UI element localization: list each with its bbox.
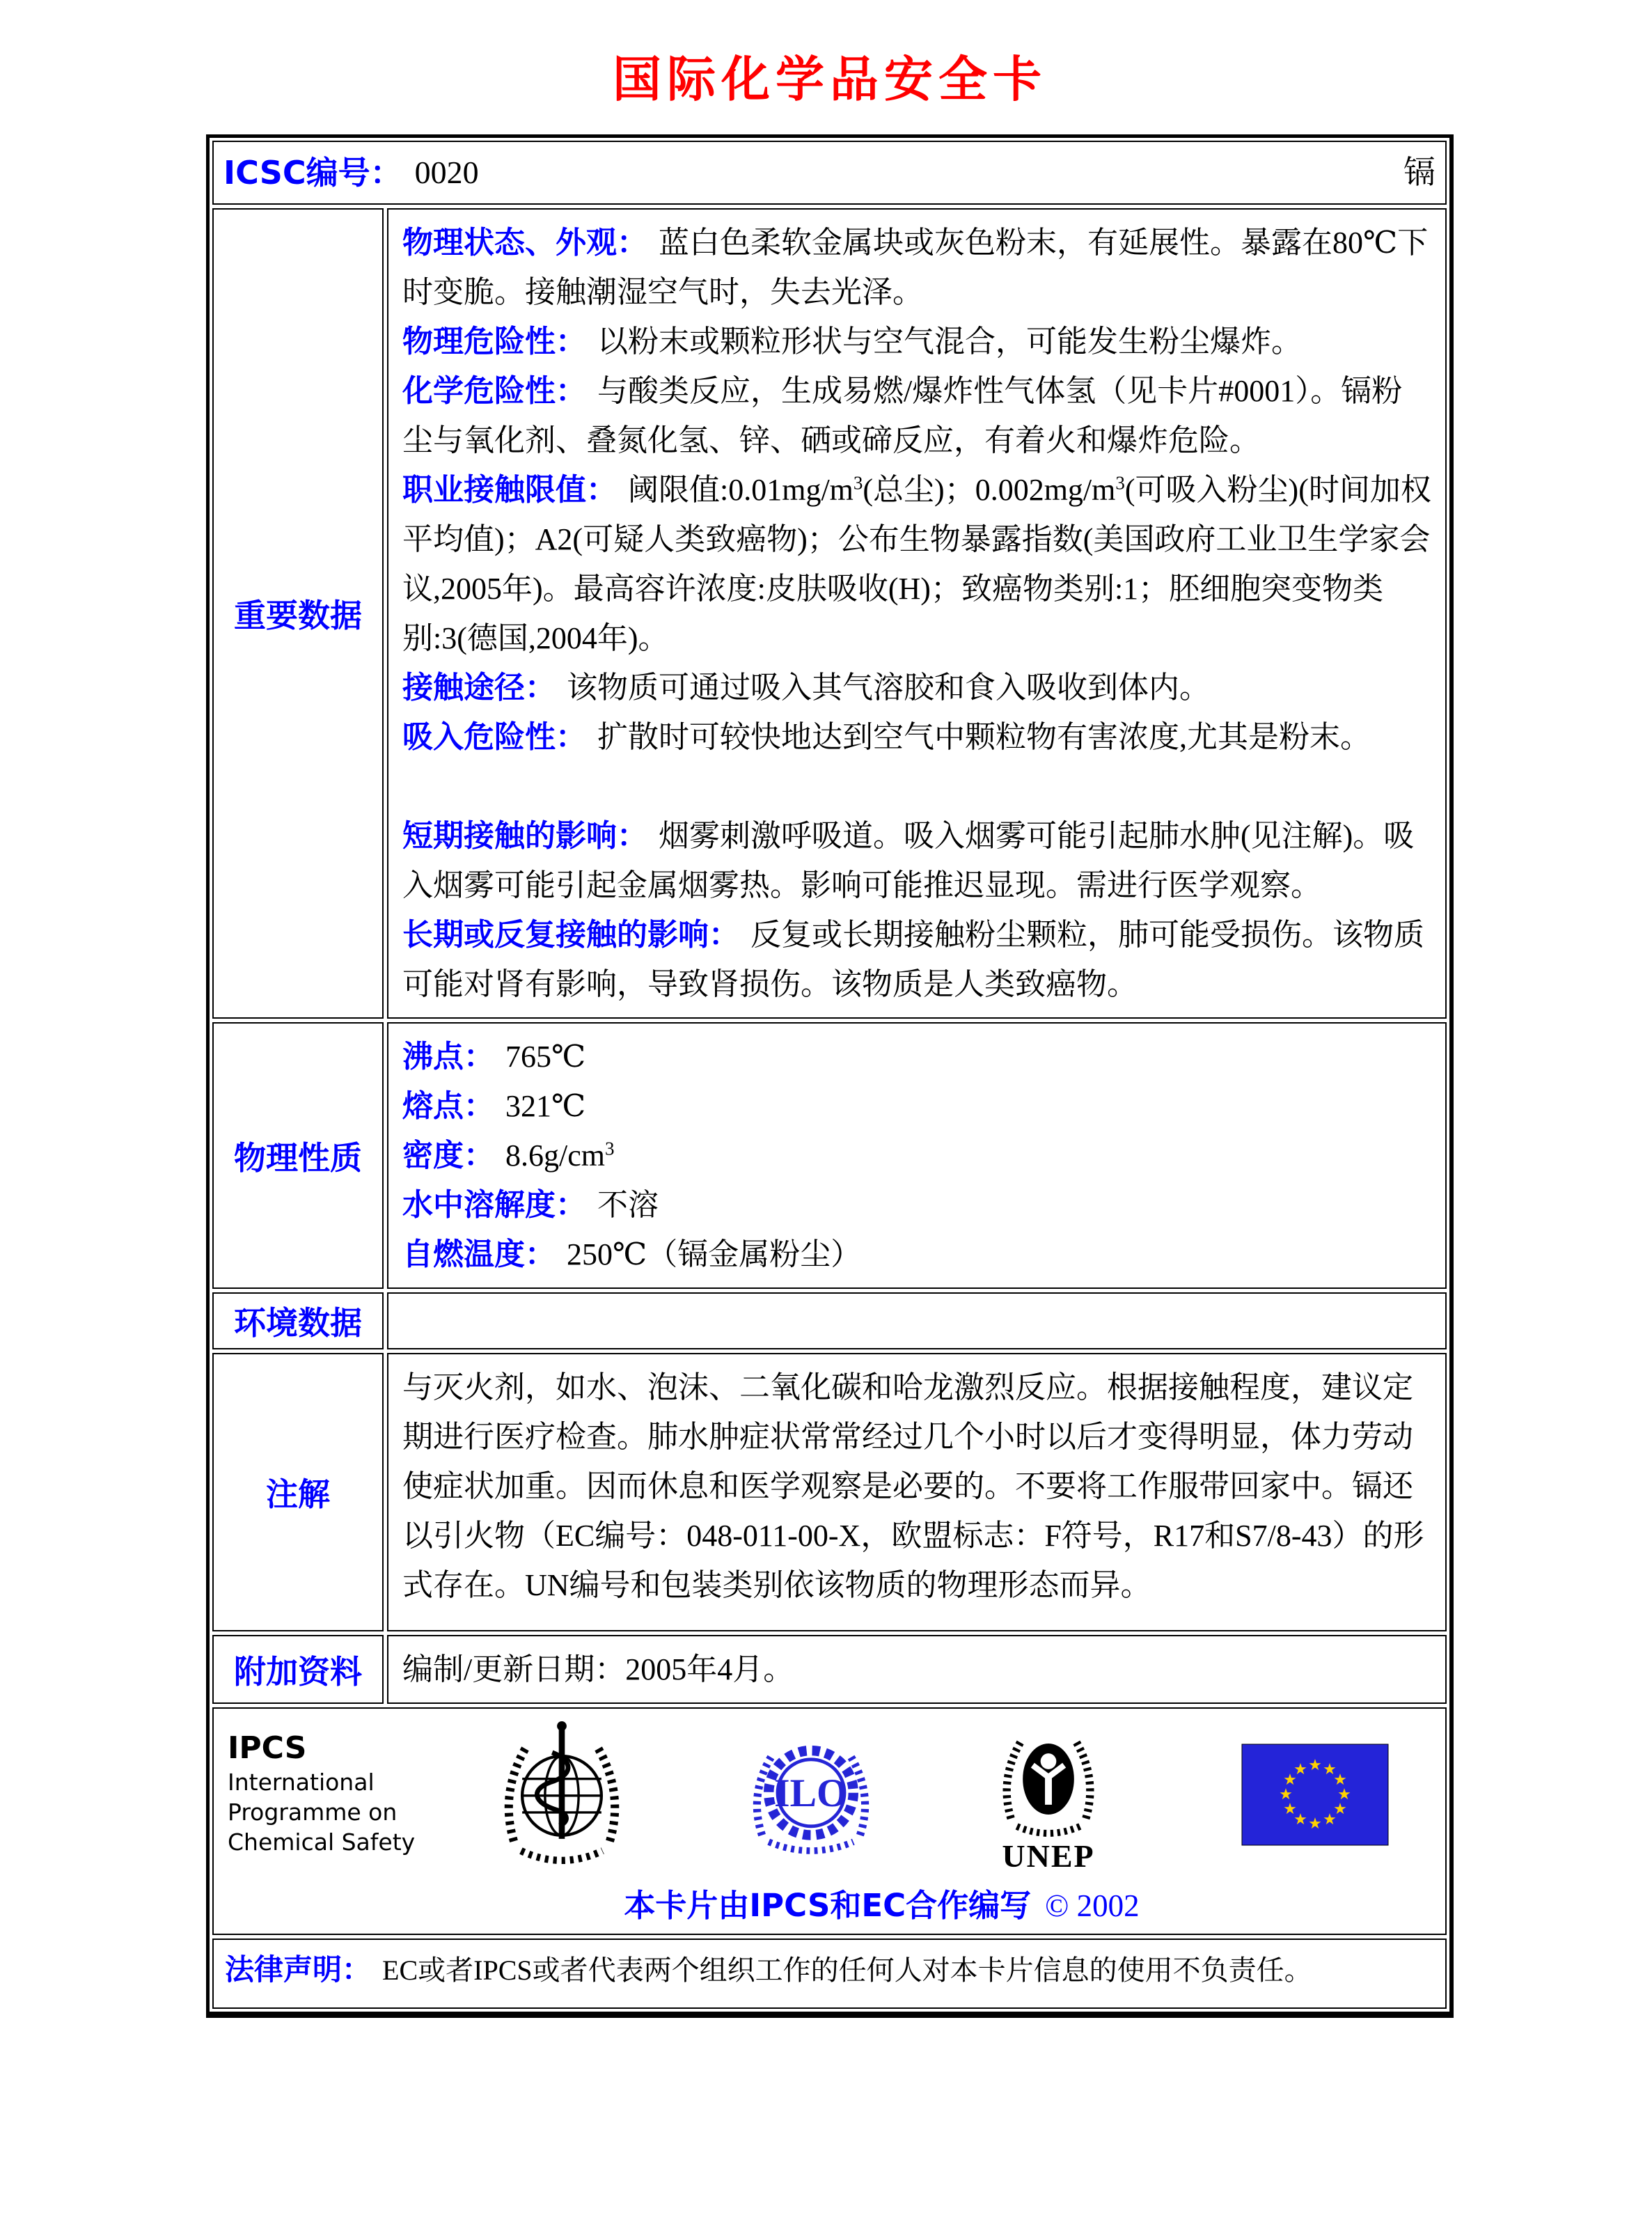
water-solubility-value: 不溶: [597, 1188, 659, 1222]
melting-point-value: 321℃: [505, 1089, 586, 1123]
important-data-label: 重要数据: [212, 208, 384, 1019]
additional-info-row: [212, 1635, 1447, 1704]
oel-text-3: (可吸入粉尘)(时间加权平均值)；A2(可疑人类致癌物)；公布生物暴露指数(美国政府工业卫生学家会议,2005年)。最高容许浓度:皮肤吸收(H)；致癌物类别:1；胚细胞突变物类别:3(德国,2004年)。: [402, 473, 1431, 655]
svg-text:★: ★: [1283, 1801, 1297, 1818]
unep-logo-icon: [989, 1720, 1108, 1838]
environmental-data-content: [387, 1292, 1447, 1349]
footer-caption-text: 本卡片由IPCS和EC合作编写: [624, 1887, 1032, 1924]
svg-text:★: ★: [1323, 1811, 1337, 1828]
ipcs-acronym: IPCS: [228, 1730, 307, 1766]
oel-text-1: 阈限值:0.01mg/m: [628, 473, 853, 507]
physical-properties-label: 物理性质: [212, 1022, 384, 1289]
inhalation-risk-term: 吸入危险性：: [402, 719, 586, 755]
ipcs-line-2: Programme on: [228, 1799, 398, 1826]
short-term-effects-entry: [402, 811, 1431, 910]
legal-term: 法律声明：: [225, 1952, 372, 1987]
svg-text:★: ★: [1279, 1786, 1293, 1803]
icsc-header-row: [212, 141, 1447, 205]
physical-dangers-entry: [402, 317, 1431, 366]
density-term: 密度：: [402, 1138, 494, 1173]
legal-text: EC或者IPCS或者代表两个组织工作的任何人对本卡片信息的使用不负责任。: [382, 1955, 1312, 1986]
icsc-document: [206, 0, 1454, 2018]
footer-copyright: © 2002: [1045, 1888, 1140, 1923]
physical-dangers-text: 以粉末或颗粒形状与空气混合，可能发生粉尘爆炸。: [597, 324, 1302, 359]
additional-info-label: 附加资料: [212, 1635, 384, 1704]
exposure-routes-text: 该物质可通过吸入其气溶胶和食入吸收到体内。: [567, 671, 1210, 705]
exposure-routes-entry: [402, 663, 1431, 712]
physical-state-text: 蓝白色柔软金属块或灰色粉末，有延展性。暴露在80℃下时变脆。接触潮湿空气时，失去光泽。: [402, 226, 1429, 309]
svg-text:★: ★: [1293, 1811, 1307, 1828]
oel-text-2: (总尘)；0.002mg/m: [863, 473, 1116, 507]
icsc-card-table: [206, 134, 1454, 2018]
legal-cell: [212, 1939, 1447, 2009]
density-entry: [402, 1131, 1431, 1180]
melting-point-term: 熔点：: [402, 1088, 494, 1124]
autoignition-term: 自燃温度：: [402, 1237, 556, 1272]
melting-point-entry: [402, 1081, 1431, 1131]
ipcs-line-3: Chemical Safety: [228, 1828, 416, 1856]
boiling-point-entry: [402, 1032, 1431, 1081]
physical-dangers-term: 物理危险性：: [402, 324, 586, 359]
ilo-logo-icon: [744, 1725, 878, 1868]
important-data-row: [212, 208, 1447, 1019]
chemical-name: 镉: [1403, 155, 1435, 190]
svg-text:★: ★: [1293, 1761, 1307, 1778]
boiling-point-value: 765℃: [505, 1040, 586, 1074]
environmental-data-label: 环境数据: [212, 1292, 384, 1349]
physical-state-term: 物理状态、外观：: [402, 225, 647, 260]
long-term-effects-term: 长期或反复接触的影响：: [402, 917, 739, 953]
exposure-routes-term: 接触途径：: [402, 670, 556, 705]
short-term-effects-term: 短期接触的影响：: [402, 818, 647, 854]
long-term-effects-entry: [402, 910, 1431, 1009]
unep-logo-text: UNEP: [1002, 1838, 1095, 1874]
footer-caption: [223, 1883, 1435, 1928]
important-data-content: [387, 208, 1447, 1019]
density-value: 8.6g/cm: [505, 1138, 605, 1173]
notes-row: [212, 1353, 1447, 1631]
occupational-exposure-limits-entry: [402, 465, 1431, 663]
svg-text:★: ★: [1308, 1815, 1322, 1833]
inhalation-risk-entry: [402, 712, 1431, 762]
svg-text:★: ★: [1337, 1786, 1351, 1803]
autoignition-value: 250℃（镉金属粉尘）: [567, 1237, 862, 1271]
icsc-header-cell: [212, 141, 1447, 205]
logos-row: [212, 1707, 1447, 1935]
water-solubility-entry: [402, 1180, 1431, 1230]
environmental-data-row: [212, 1292, 1447, 1349]
logos-cell: [212, 1707, 1447, 1935]
notes-text: 与灭火剂，如水、泡沫、二氧化碳和哈龙激烈反应。根据接触程度，建议定期进行医疗检查。肺水肿症状常常经过几个小时以后才变得明显，体力劳动使症状加重。因而休息和医学观察是必要的。不要将工作服带回家中。镉还以引火物（EC编号：048-011-00-X，欧盟标志：F符号，R17和S7/8-43）的形式存在。UN编号和包装类别依该物质的物理形态而异。: [402, 1370, 1424, 1602]
chemical-dangers-text: 与酸类反应，生成易燃/爆炸性气体氢（见卡片#0001）。镉粉尘与氧化剂、叠氮化氢、锌、硒或碲反应，有着火和爆炸危险。: [402, 374, 1403, 457]
unep-logo: [982, 1720, 1115, 1874]
additional-info-content: [387, 1635, 1447, 1704]
svg-text:★: ★: [1323, 1761, 1337, 1778]
legal-row: [212, 1939, 1447, 2009]
water-solubility-term: 水中溶解度：: [402, 1187, 586, 1223]
notes-content: [387, 1353, 1447, 1631]
logos-strip: [223, 1720, 1435, 1881]
notes-label: 注解: [212, 1353, 384, 1631]
autoignition-entry: [402, 1230, 1431, 1279]
chemical-dangers-entry: [402, 366, 1431, 465]
physical-properties-row: [212, 1022, 1447, 1289]
eu-flag-icon: [1241, 1744, 1389, 1849]
inhalation-risk-text: 扩散时可较快地达到空气中颗粒物有害浓度,尤其是粉末。: [597, 720, 1371, 754]
svg-text:★: ★: [1283, 1771, 1297, 1789]
icsc-number-label: ICSC编号：: [223, 154, 402, 191]
svg-text:★: ★: [1308, 1757, 1322, 1774]
density-superscript: 3: [604, 1138, 615, 1159]
boiling-point-term: 沸点：: [402, 1039, 494, 1074]
ipcs-line-1: International: [228, 1769, 375, 1796]
blank-line: [402, 762, 1431, 811]
page-title: 国际化学品安全卡: [613, 51, 1047, 108]
ipcs-text-block: [223, 1720, 417, 1857]
short-term-effects-text: 烟雾刺激呼吸道。吸入烟雾可能引起肺水肿(见注解)。吸入烟雾可能引起金属烟雾热。影响可能推迟显现。需进行医学观察。: [402, 819, 1415, 902]
occupational-exposure-limits-term: 职业接触限值：: [402, 472, 617, 508]
chemical-dangers-term: 化学危险性：: [402, 373, 586, 409]
additional-info-text: 编制/更新日期：2005年4月。: [402, 1652, 794, 1686]
physical-state-entry: [402, 218, 1431, 317]
ilo-logo-text: ILO: [774, 1771, 848, 1815]
oel-superscript-1: 3: [853, 472, 863, 494]
svg-text:★: ★: [1333, 1801, 1347, 1818]
physical-properties-content: [387, 1022, 1447, 1289]
icsc-number-value: 0020: [414, 155, 479, 190]
svg-text:★: ★: [1333, 1771, 1347, 1789]
long-term-effects-text: 反复或长期接触粉尘颗粒，肺可能受损伤。该物质可能对肾有影响，导致肾损伤。该物质是人类致癌物。: [402, 918, 1424, 1001]
who-logo-icon: [489, 1721, 634, 1881]
oel-superscript-2: 3: [1115, 472, 1125, 494]
